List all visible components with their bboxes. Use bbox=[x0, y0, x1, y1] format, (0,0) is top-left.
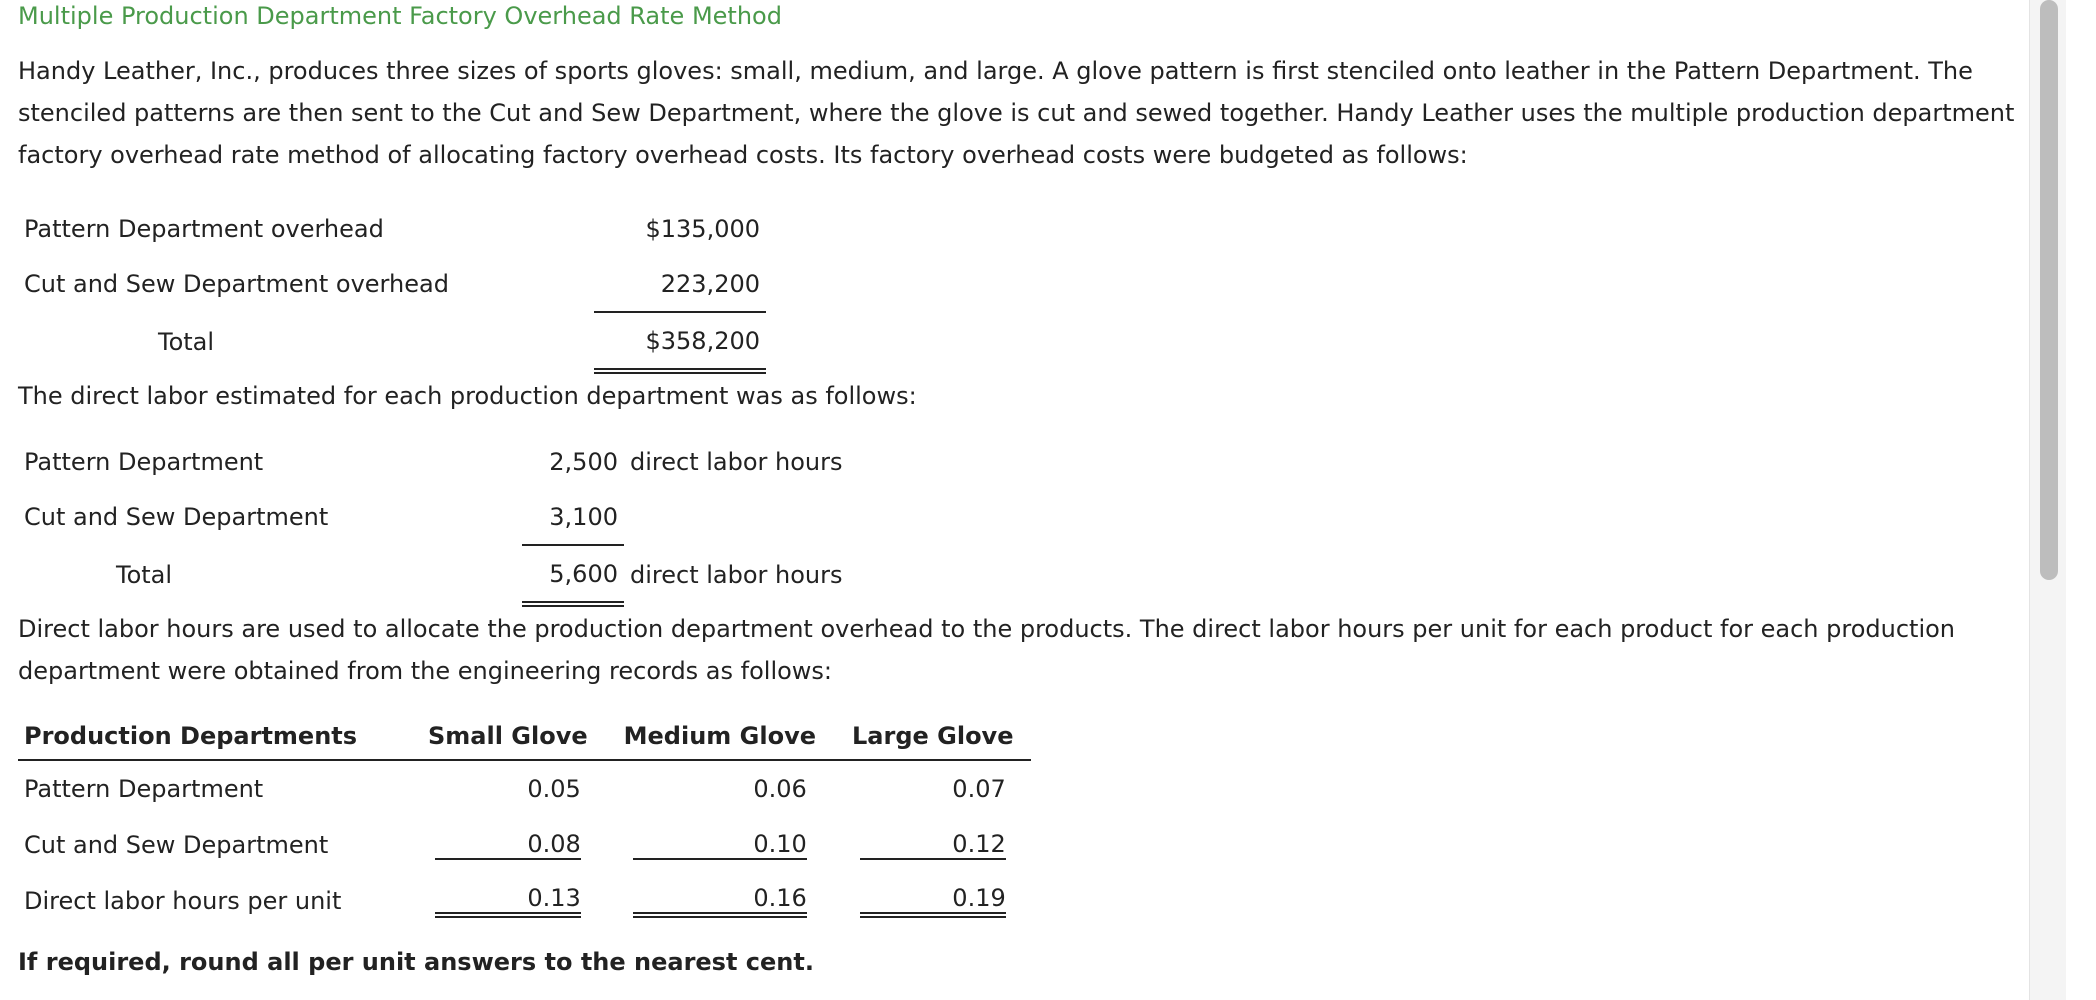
scrollbar-thumb[interactable] bbox=[2040, 0, 2058, 580]
cell-value: 0.12 bbox=[860, 830, 1006, 860]
cell-value: 0.08 bbox=[435, 830, 581, 860]
row-unit bbox=[624, 489, 849, 545]
cell bbox=[834, 760, 1031, 817]
row-unit: direct labor hours bbox=[630, 447, 843, 476]
total-value: 0.19 bbox=[860, 884, 1006, 918]
total-label: Direct labor hours per unit bbox=[24, 887, 342, 915]
cell bbox=[410, 873, 606, 929]
cell bbox=[606, 817, 834, 873]
cell-value: 0.07 bbox=[952, 775, 1006, 803]
total-label: Total bbox=[158, 327, 215, 356]
total-unit: direct labor hours bbox=[630, 560, 843, 589]
row-value: 2,500 bbox=[549, 447, 618, 476]
row-label: Cut and Sew Department bbox=[24, 503, 329, 531]
cell-value: 0.06 bbox=[753, 775, 807, 803]
table-row bbox=[18, 312, 766, 371]
row-label: Pattern Department bbox=[24, 775, 264, 803]
row-label: Cut and Sew Department overhead bbox=[24, 270, 449, 298]
row-label: Pattern Department bbox=[24, 447, 264, 476]
labor-intro: The direct labor estimated for each production department was as follows: bbox=[18, 382, 917, 410]
table-row bbox=[18, 545, 849, 604]
cell bbox=[410, 760, 606, 817]
header-departments: Production Departments bbox=[18, 713, 410, 760]
row-label: Pattern Department overhead bbox=[24, 214, 384, 243]
problem-title: Multiple Production Department Factory Overhead Rate Method bbox=[18, 2, 782, 30]
problem-content bbox=[18, 0, 2038, 976]
total-value: $358,200 bbox=[594, 312, 766, 371]
products-table bbox=[18, 713, 1031, 929]
products-intro: Direct labor hours are used to allocate the production department overhead to the products. The direct labor hours per unit for each product for each production department were obtained from the engineering records as follows: bbox=[18, 615, 1956, 685]
header-small-glove: Small Glove bbox=[410, 713, 606, 760]
labor-table bbox=[18, 434, 849, 607]
cell-value: 0.05 bbox=[527, 775, 581, 803]
total-label: Total bbox=[116, 560, 173, 589]
cell-value: 0.10 bbox=[633, 830, 807, 860]
cell bbox=[834, 817, 1031, 873]
table-row bbox=[18, 201, 766, 256]
cell bbox=[606, 873, 834, 929]
cell bbox=[606, 760, 834, 817]
table-row bbox=[18, 760, 1031, 817]
table-row bbox=[18, 489, 849, 545]
total-value: 5,600 bbox=[522, 545, 624, 604]
overhead-table bbox=[18, 201, 766, 374]
row-value: 223,200 bbox=[594, 256, 766, 312]
table-row bbox=[18, 256, 766, 312]
row-label: Cut and Sew Department bbox=[24, 831, 329, 859]
header-medium-glove: Medium Glove bbox=[606, 713, 834, 760]
cell bbox=[410, 817, 606, 873]
row-value: 3,100 bbox=[522, 489, 624, 545]
rounding-note: If required, round all per unit answers to the nearest cent. bbox=[18, 948, 814, 976]
header-large-glove: Large Glove bbox=[834, 713, 1031, 760]
cell bbox=[834, 873, 1031, 929]
table-row bbox=[18, 817, 1031, 873]
row-value: $135,000 bbox=[645, 214, 760, 243]
total-value: 0.16 bbox=[633, 884, 807, 918]
total-value: 0.13 bbox=[435, 884, 581, 918]
intro-paragraph: Handy Leather, Inc., produces three sizes of sports gloves: small, medium, and large. A glove pattern is first stenciled onto leather in the Pattern Department. The stenciled patterns are then sent to the Cut and Sew Department, where the glove is cut and sewed together. Handy Leather uses the multiple production department factory overhead rate method of allocating factory overhead costs. Its factory overhead costs were budgeted as follows: bbox=[18, 57, 2015, 169]
table-row bbox=[18, 434, 849, 489]
table-header-row bbox=[18, 713, 1031, 760]
table-row bbox=[18, 873, 1031, 929]
